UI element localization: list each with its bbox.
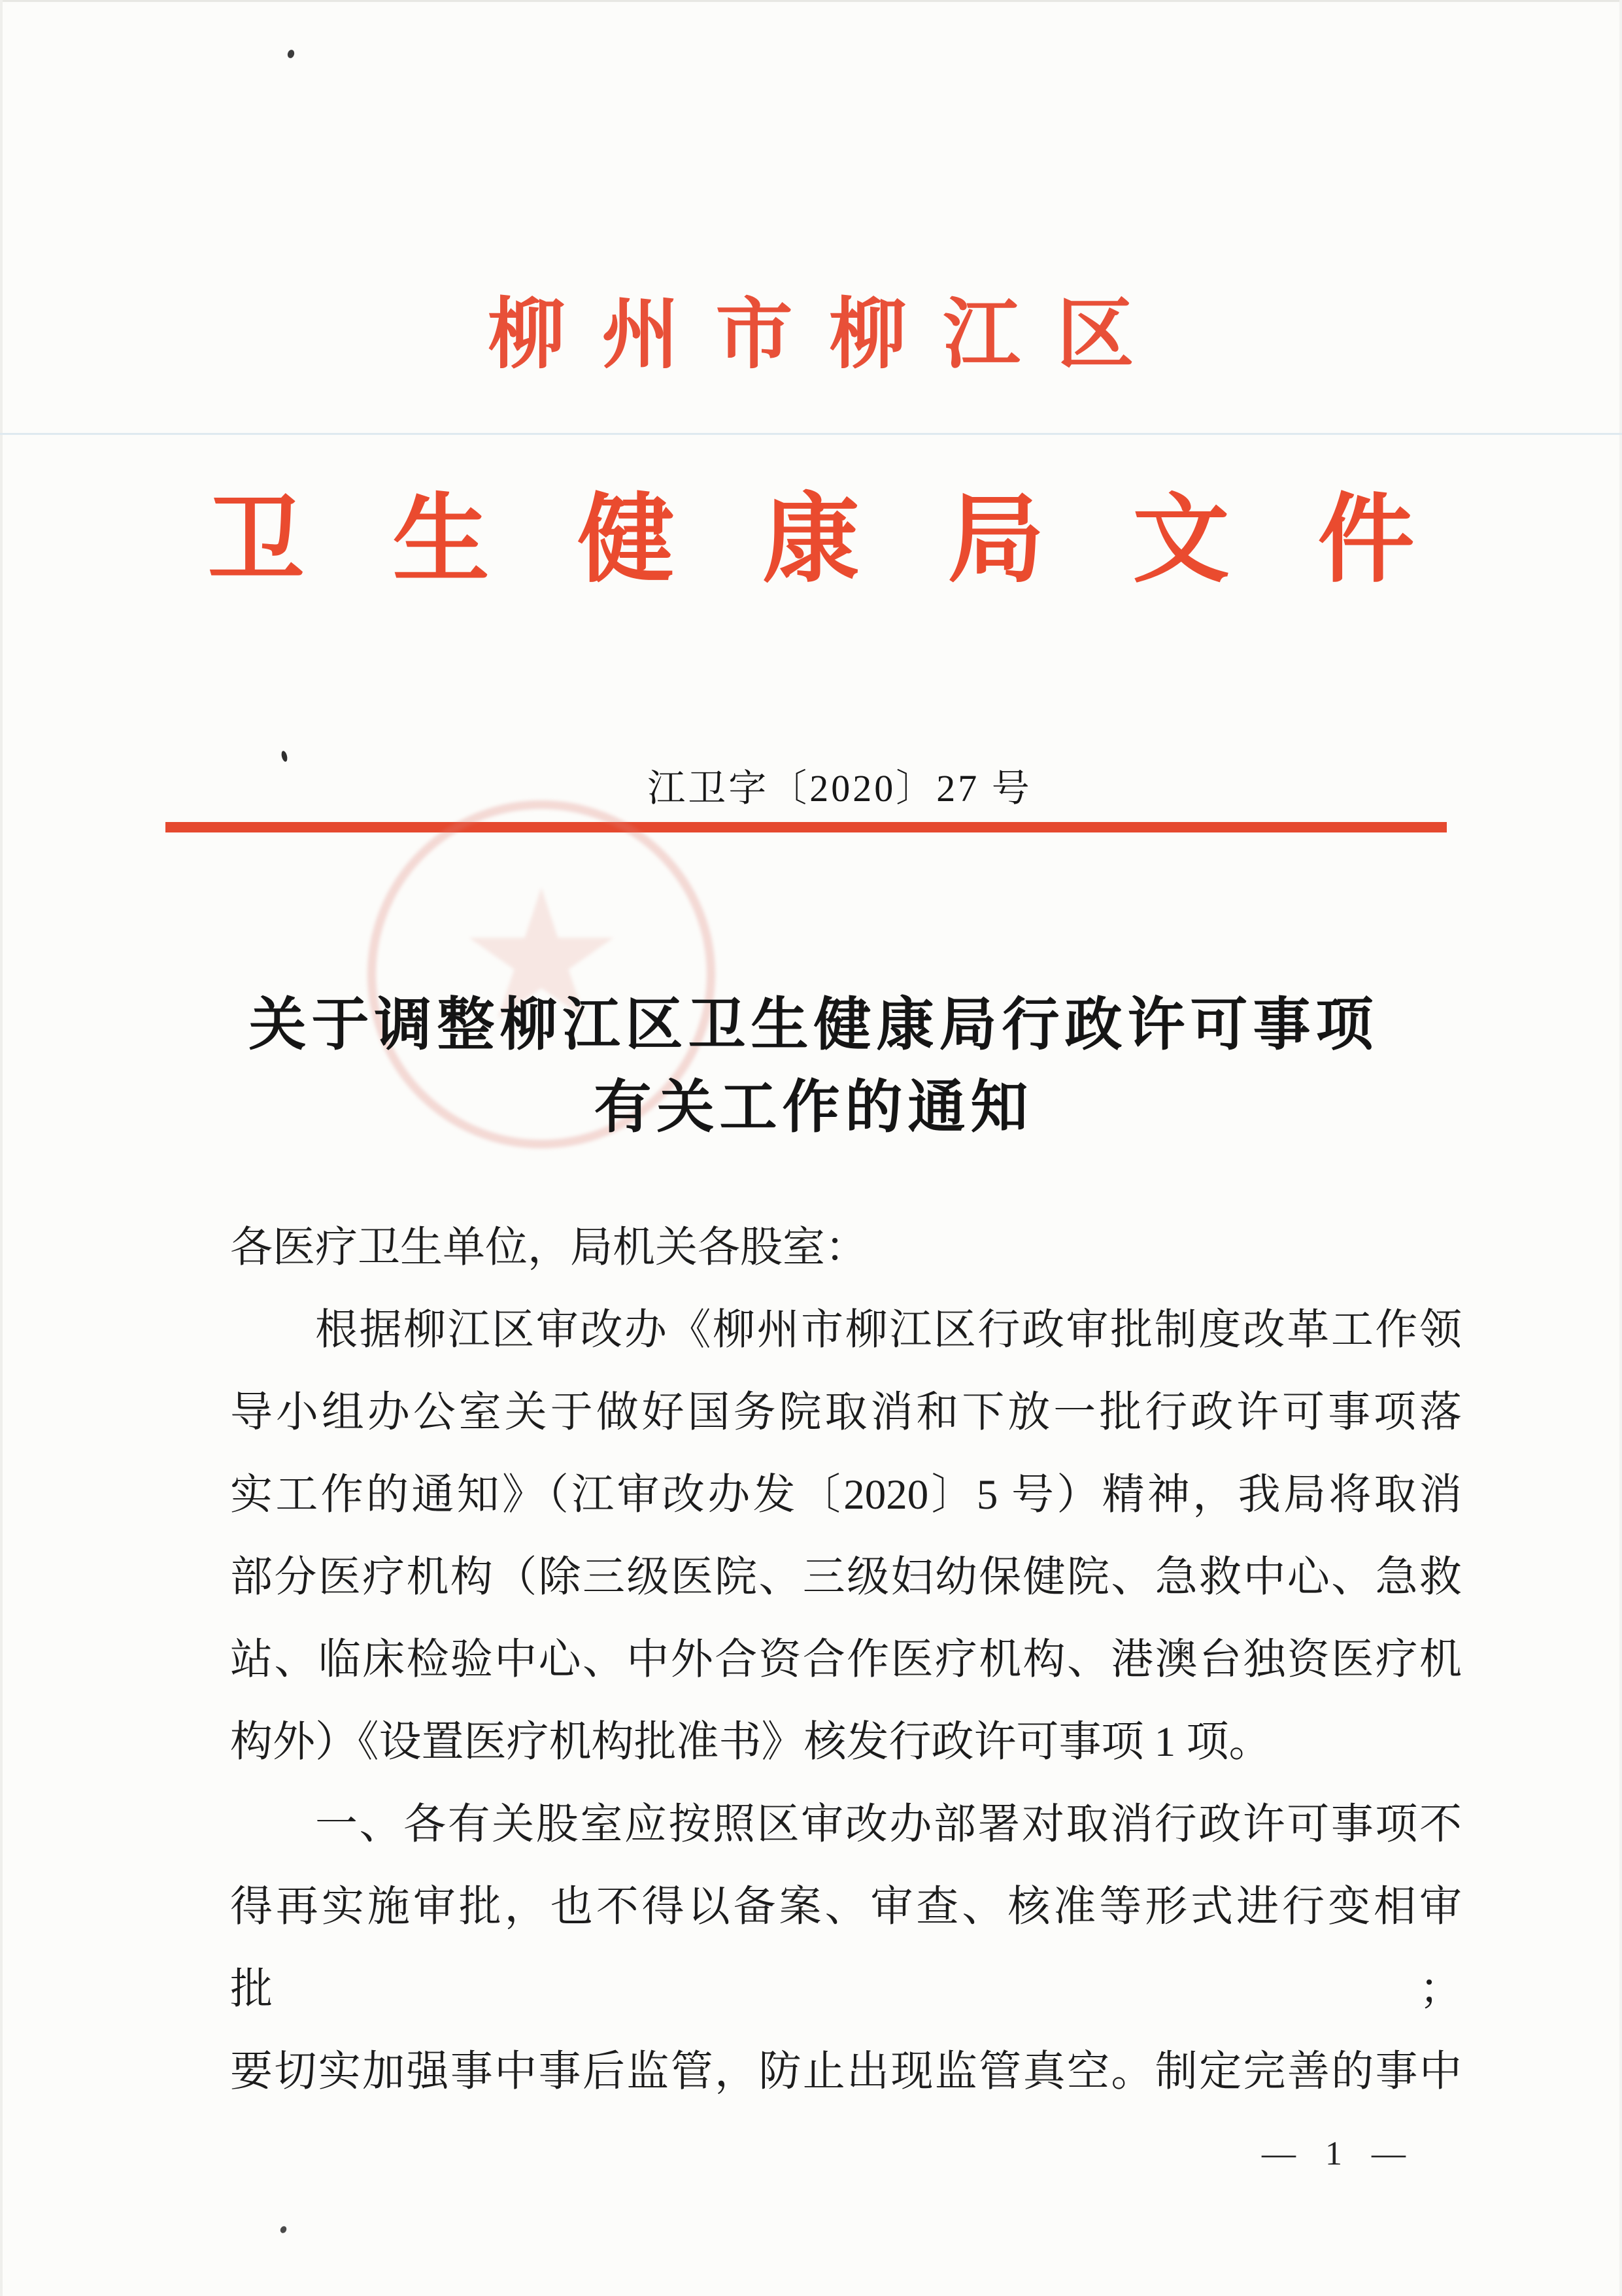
- body-line: 构外）《设置医疗机构批准书》核发行政许可事项 1 项。: [230, 1719, 1272, 1766]
- letterhead-office-line: 卫生健康局文件: [207, 487, 1503, 594]
- page-number: — 1 —: [1262, 2135, 1416, 2172]
- scan-fold-line: [0, 433, 1622, 435]
- body-line: 实工作的通知》（江审改办发〔2020〕5 号）精神，我局将取消: [230, 1471, 1462, 1518]
- scan-speck: [279, 2225, 288, 2235]
- document-body: [230, 1207, 1462, 2113]
- body-lines: [230, 1289, 1462, 2113]
- body-line: 部分医疗机构（除三级医院、三级妇幼保健院、急救中心、急救: [230, 1554, 1462, 1601]
- letterhead-region-line: 柳州市柳江区: [488, 292, 1171, 378]
- scan-speck: [280, 750, 288, 762]
- body-line: 要切实加强事中事后监管，防止出现监管真空。制定完善的事中: [230, 2048, 1462, 2095]
- body-line: 导小组办公室关于做好国务院取消和下放一批行政许可事项落: [230, 1389, 1462, 1436]
- body-line: 根据柳江区审改办《柳州市柳江区行政审批制度改革工作领: [315, 1307, 1462, 1354]
- document-title-line1: 关于调整柳江区卫生健康局行政许可事项: [248, 994, 1379, 1057]
- scan-edge-top: [0, 0, 1622, 2]
- salutation-line: 各医疗卫生单位，局机关各股室：: [230, 1224, 868, 1271]
- scan-speck: [286, 49, 296, 59]
- document-title: [0, 985, 1622, 1150]
- document-number: 江卫字〔2020〕27 号: [647, 767, 1032, 810]
- body-line: 一、各有关股室应按照区审改办部署对取消行政许可事项不: [315, 1801, 1462, 1848]
- letterhead-red-rule: [165, 822, 1447, 832]
- body-line: 得再实施审批，也不得以备案、审查、核准等形式进行变相审批；: [230, 1883, 1462, 2013]
- body-line: 站、临床检验中心、中外合资合作医疗机构、港澳台独资医疗机: [230, 1636, 1462, 1683]
- document-title-line2: 有关工作的通知: [594, 1076, 1034, 1140]
